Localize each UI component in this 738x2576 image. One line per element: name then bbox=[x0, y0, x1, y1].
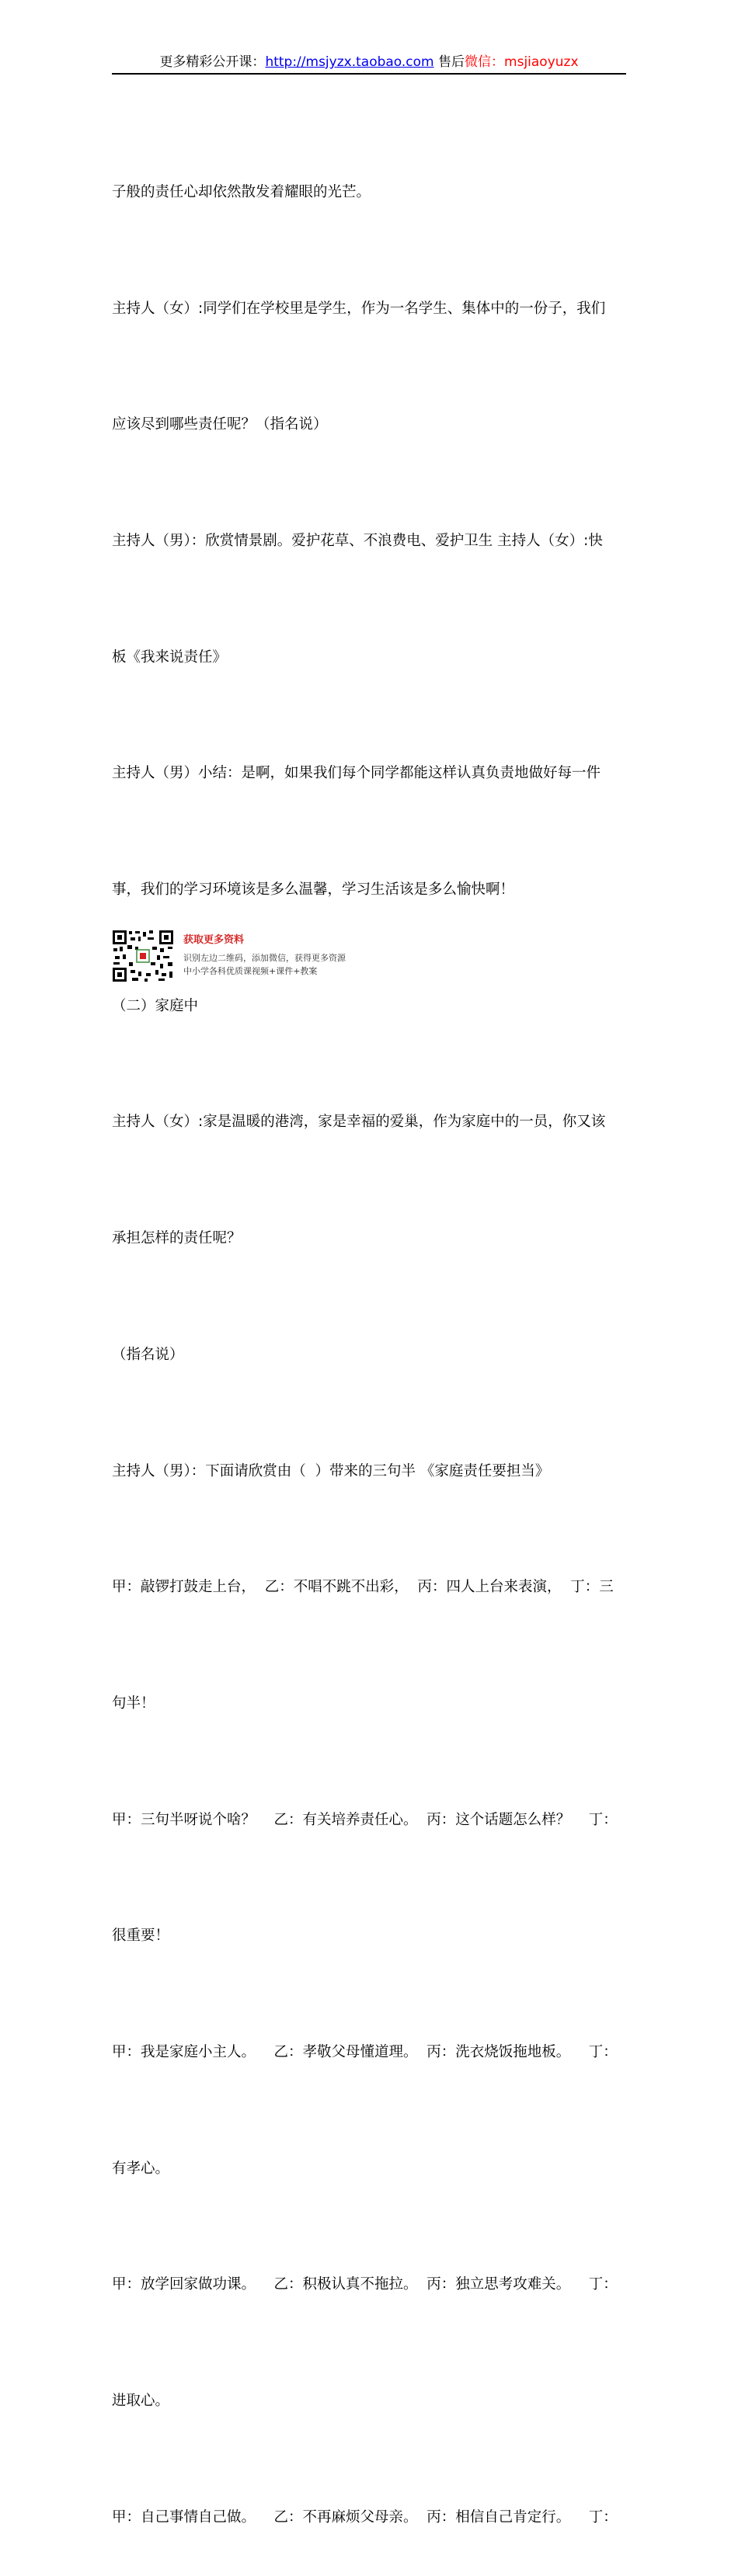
text-line: 甲：敲锣打鼓走上台， 乙：不唱不跳不出彩， 丙：四人上台来表演， 丁：三 bbox=[112, 1579, 614, 1596]
text-line: 应该尽到哪些责任呢？（指名说） bbox=[112, 416, 328, 433]
text-line: 主持人（女）:家是温暖的港湾，家是幸福的爱巢，作为家庭中的一员，你又该 bbox=[112, 1114, 606, 1131]
text-line: 主持人（男）小结：是啊，如果我们每个同学都能这样认真负责地做好每一件 bbox=[112, 765, 601, 782]
text-line: 甲：放学回家做功课。 乙：积极认真不拖拉。 丙：独立思考攻难关。 丁： bbox=[112, 2276, 618, 2293]
text-line: 很重要！ bbox=[112, 1928, 170, 1945]
footer-promo bbox=[112, 930, 438, 984]
text-line: 主持人（男）：下面请欣赏由（ ）带来的三句半 《家庭责任要担当》 bbox=[112, 1462, 550, 1479]
page-header bbox=[112, 51, 626, 75]
footer-line-2: 中小学各科优质课视频+课件+教案 bbox=[183, 966, 318, 976]
text-line: 进取心。 bbox=[112, 2393, 170, 2410]
text-line: 甲：我是家庭小主人。 乙：孝敬父母懂道理。 丙：洗衣烧饭拖地板。 丁： bbox=[112, 2044, 618, 2061]
header-wechat-id: msjiaoyuzx bbox=[504, 54, 579, 70]
text-line: 子般的责任心却依然散发着耀眼的光芒。 bbox=[112, 183, 371, 200]
header-prefix: 更多精彩公开课： bbox=[159, 54, 266, 70]
text-line: （二）家庭中 bbox=[112, 997, 199, 1014]
text-line: 事，我们的学习环境该是多么温馨，学习生活该是多么愉快啊！ bbox=[112, 881, 515, 899]
text-line: 承担怎样的责任呢？ bbox=[112, 1230, 242, 1247]
text-line: （指名说） bbox=[112, 1346, 184, 1363]
header-after-sale: 售后 bbox=[433, 54, 465, 70]
qr-code-icon[interactable] bbox=[112, 930, 174, 982]
text-line: 句半！ bbox=[112, 1695, 155, 1712]
text-line: 有孝心。 bbox=[112, 2160, 170, 2177]
taobao-link[interactable]: http://msjyzx.taobao.com bbox=[265, 54, 434, 70]
document-body bbox=[112, 96, 640, 2576]
text-line: 主持人（男）：欣赏情景剧。爱护花草、不浪费电、爱护卫生 主持人（女）:快 bbox=[112, 532, 603, 549]
text-line: 主持人（女）:同学们在学校里是学生，作为一名学生、集体中的一份子，我们 bbox=[112, 300, 606, 317]
header-wechat-label: 微信： bbox=[465, 54, 505, 70]
footer-title: 获取更多资料 bbox=[183, 934, 245, 946]
text-line: 甲：自己事情自己做。 乙：不再麻烦父母亲。 丙：相信自己肯定行。 丁： bbox=[112, 2508, 618, 2526]
text-line: 甲：三句半呀说个啥？ 乙：有关培养责任心。 丙：这个话题怎么样？ 丁： bbox=[112, 1811, 618, 1828]
footer-line-1: 识别左边二维码，添加微信，获得更多资源 bbox=[183, 953, 346, 963]
text-line: 板《我来说责任》 bbox=[112, 648, 228, 666]
